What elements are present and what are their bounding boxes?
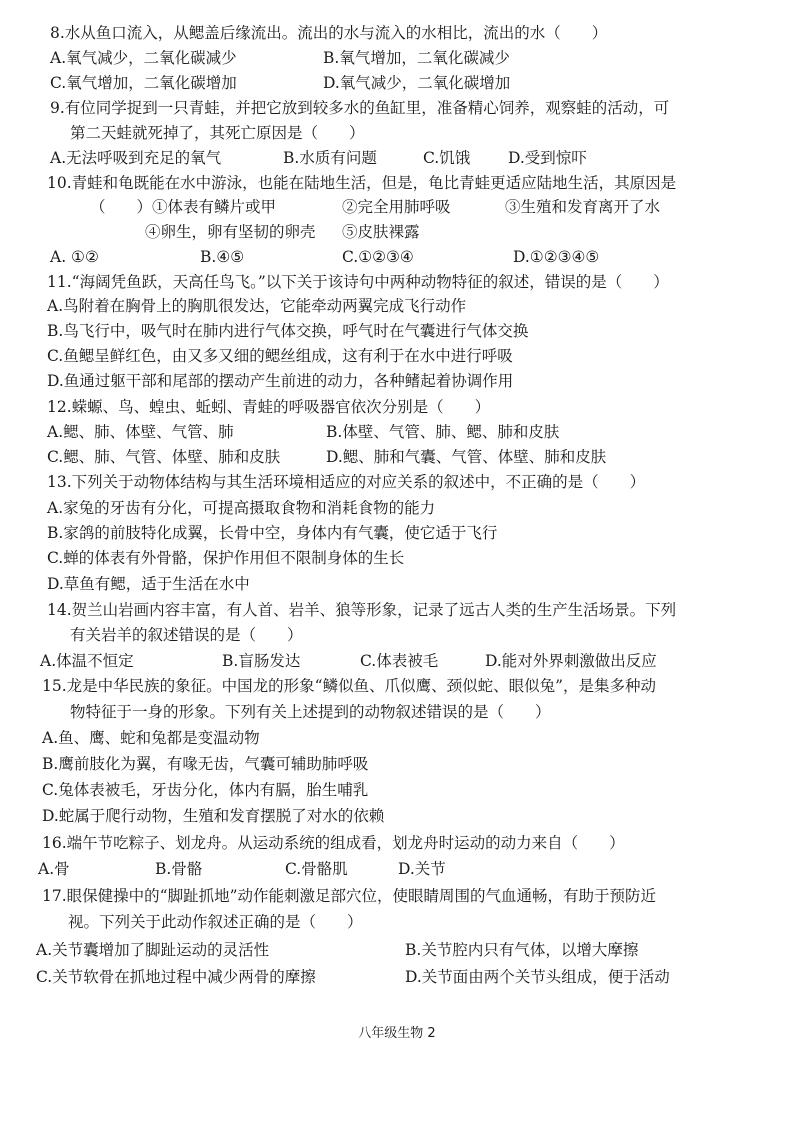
q14-option-c: C.体表被毛 [360,652,439,670]
q10-stem-item-2: ②完全用肺呼吸 [342,198,451,216]
q17-option-a: A.关节囊增加了脚趾运动的灵活性 [36,941,270,959]
q10-stem-line-1: 10.青蛙和龟既能在水中游泳，也能在陆地生活，但是，龟比青蛙更适应陆地生活，其原因是 [47,174,677,192]
q11-option-b: B.鸟飞行中，吸气时在肺内进行气体交换，呼气时在气囊进行气体交换 [47,322,529,340]
q8-option-b: B.氧气增加，二氧化碳减少 [323,49,510,67]
q16-option-c: C.骨骼肌 [285,860,348,878]
q8-option-c: C.氧气增加，二氧化碳增加 [50,74,237,92]
q13-option-c: C.蝉的体表有外骨骼，保护作用但不限制身体的生长 [47,549,405,567]
q17-option-d: D.关节面由两个关节头组成，便于活动 [405,968,670,986]
q11-option-a: A.鸟附着在胸骨上的胸肌很发达，它能牵动两翼完成飞行动作 [47,297,467,315]
q12-stem-line-1: 12.蝾螈、鸟、蝗虫、蚯蚓、青蛙的呼吸器官依次分别是（ ） [47,398,491,416]
q15-option-c: C.兔体表被毛，牙齿分化，体内有膈，胎生哺乳 [42,781,369,799]
q13-stem-line-1: 13.下列关于动物体结构与其生活环境相适应的对应关系的叙述中，不正确的是（ ） [47,473,646,491]
q17-stem-line-1: 17.眼保健操中的“脚趾抓地”动作能刺激足部穴位，使眼睛周围的气血通畅，有助于预防近 [42,887,657,905]
q16-stem-line-1: 16.端午节吃粽子、划龙舟。从运动系统的组成看，划龙舟时运动的动力来自（ ） [42,834,625,852]
q14-stem-line-2: 有关岩羊的叙述错误的是（ ） [70,626,303,644]
q13-option-b: B.家鸽的前肢特化成翼，长骨中空，身体内有气囊，使它适于飞行 [47,524,498,542]
q10-stem-item-1: （ ）①体表有鳞片或甲 [90,198,277,216]
q10-stem-item-3: ③生殖和发育离开了水 [505,198,661,216]
q11-option-d: D.鱼通过躯干部和尾部的摆动产生前进的动力，各种鳍起着协调作用 [47,372,514,390]
q15-stem-line-2: 物特征于一身的形象。下列有关上述提到的动物叙述错误的是（ ） [70,703,551,721]
q14-option-a: A.体温不恒定 [40,652,134,670]
q9-stem-line-1: 9.有位同学捉到一只青蛙，并把它放到较多水的鱼缸里，准备精心饲养，观察蛙的活动，可 [50,99,670,117]
q9-option-a: A.无法呼吸到充足的氧气 [50,149,222,167]
q8-option-d: D.氧气减少，二氧化碳增加 [323,74,511,92]
q15-option-a: A.鱼、鹰、蛇和兔都是变温动物 [42,729,260,747]
q10-option-d: D.①②③④⑤ [513,248,600,266]
q15-option-b: B.鹰前肢化为翼，有喙无齿，气囊可辅助肺呼吸 [42,755,369,773]
q17-option-c: C.关节软骨在抓地过程中减少两骨的摩擦 [36,968,316,986]
q12-option-a: A.鳃、肺、体壁、气管、肺 [47,423,234,441]
q14-option-b: B.盲肠发达 [222,652,301,670]
q13-option-a: A.家兔的牙齿有分化，可提高摄取食物和消耗食物的能力 [47,499,436,517]
q17-stem-line-2: 视。下列关于此动作叙述正确的是（ ） [68,913,363,931]
q16-option-d: D.关节 [398,860,446,878]
q10-option-c: C.①②③④ [342,248,414,266]
q9-stem-line-2: 第二天蛙就死掉了，其死亡原因是（ ） [70,124,365,142]
q16-option-b: B.骨骼 [155,860,203,878]
q9-option-c: C.饥饿 [423,149,471,167]
q12-option-b: B.体壁、气管、肺、鳃、肺和皮肤 [326,423,560,441]
q12-option-c: C.鳃、肺、气管、体壁、肺和皮肤 [47,448,281,466]
q16-option-a: A.骨 [38,860,70,878]
q15-option-d: D.蛇属于爬行动物，生殖和发育摆脱了对水的依赖 [42,807,385,825]
q14-option-d: D.能对外界刺激做出反应 [485,652,657,670]
q8-option-a: A.氧气减少，二氧化碳减少 [50,49,237,67]
q15-stem-line-1: 15.龙是中华民族的象征。中国龙的形象“鳞似鱼、爪似鹰、颈似蛇、眼似兔”，是集多种动 [42,677,657,695]
page-footer: 八年级生物 2 [358,1026,436,1041]
q17-option-b: B.关节腔内只有气体，以增大摩擦 [405,941,639,959]
q11-stem-line-1: 11.“海阔凭鱼跃，天高任鸟飞。”以下关于该诗句中两种动物特征的叙述，错误的是（ ） [47,273,669,291]
q14-stem-line-1: 14.贺兰山岩画内容丰富，有人首、岩羊、狼等形象，记录了远古人类的生产生活场景。下列 [47,601,677,619]
q12-option-d: D.鳃、肺和气囊、气管、体壁、肺和皮肤 [326,448,607,466]
q10-stem-item-4: ④卵生，卵有坚韧的卵壳 [145,223,316,241]
q13-option-d: D.草鱼有鳃，适于生活在水中 [47,575,250,593]
q9-option-d: D.受到惊吓 [508,149,587,167]
q9-option-b: B.水质有问题 [283,149,377,167]
q10-stem-item-5: ⑤皮肤裸露 [342,223,420,241]
q10-option-b: B.④⑤ [200,248,245,266]
q8-stem-line-1: 8.水从鱼口流入，从鳃盖后缘流出。流出的水与流入的水相比，流出的水（ ） [50,24,608,42]
q11-option-c: C.鱼鳃呈鲜红色，由又多又细的鳃丝组成，这有利于在水中进行呼吸 [47,347,513,365]
q10-option-a: A. ①② [50,248,99,266]
